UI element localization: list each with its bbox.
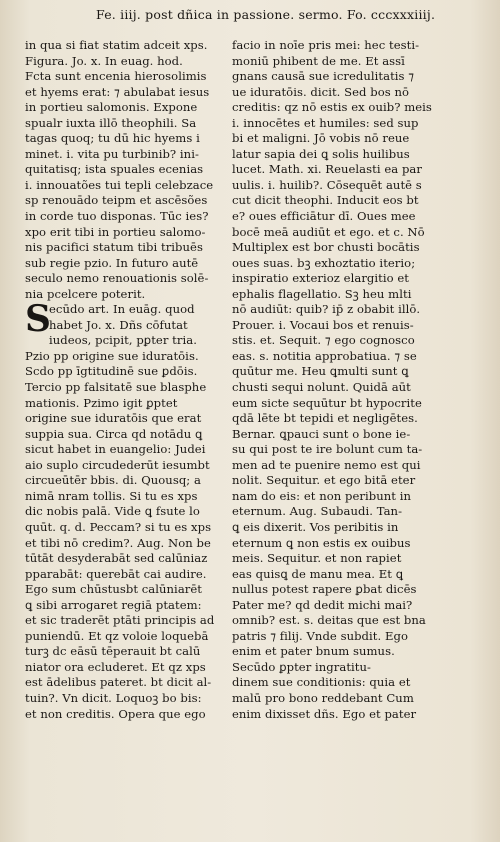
text-line: patris ⁊ filij. Vnde subdit. Ego: [232, 628, 408, 643]
text-line: quūtur me. Heu ꝗmulti sunt ꝗ: [232, 364, 409, 379]
text-line: turꝫ dc eāsū tēperauit bt calū: [25, 644, 201, 659]
drop-cap-initial: S: [25, 298, 51, 341]
text-line: latur sapia dei ꝗ solis huilibus: [232, 146, 410, 161]
text-line: e? oues efficiātur dī. Oues mee: [232, 209, 416, 224]
text-line: nam do eis: et non peribunt in: [232, 488, 411, 503]
text-line: lucet. Math. xi. Reuelasti ea par: [232, 162, 422, 177]
text-line: puniendū. Et qz voloie loquebā: [25, 628, 209, 643]
text-line: nō audiūt: quib? ip̄ z obabit illō.: [232, 302, 421, 317]
text-line: nia pcelcere poterit.: [25, 286, 146, 301]
text-line: est ādelibus pateret. bt dicit al-: [25, 675, 212, 690]
text-line: moniū phibent de me. Et assī: [232, 53, 405, 68]
text-line: sub regie pzio. In futuro autē: [25, 255, 199, 270]
text-line: niator ora ecluderet. Et qz xps: [25, 659, 206, 674]
text-line: habet Jo. x. Dñs cōfutat: [49, 317, 188, 332]
text-line: iudeos, pcipit, pꝑter tria.: [49, 333, 197, 348]
text-line: dinem sue conditionis: quia et: [232, 675, 411, 690]
text-line: spualr iuxta illō theophili. Sa: [25, 115, 197, 130]
left-column: [25, 38, 239, 738]
text-line: in corde tuo disponas. Tūc ies?: [25, 209, 209, 224]
text-line: mationis. Pzimo igit ꝑptet: [25, 395, 178, 410]
right-column: [232, 38, 458, 738]
text-line: et sic traderēt ptāti principis ad: [25, 613, 215, 628]
text-line: i. innocētes et humiles: sed sup: [232, 115, 419, 130]
text-line: ecūdo art. In euāg. quod: [49, 302, 195, 317]
text-line: Prouer. i. Vocaui bos et renuis-: [232, 317, 414, 332]
text-line: suppia sua. Circa qd notādu ꝗ: [25, 426, 203, 441]
text-line: gnans causā sue icredulitatis ⁊: [232, 69, 415, 84]
text-line: bi et maligni. Jō vobis nō reue: [232, 131, 410, 146]
text-line: oues suas. bꝫ exhoztatio iterio;: [232, 255, 416, 270]
text-line: et hyems erat: ⁊ abulabat iesus: [25, 84, 210, 99]
text-line: origine sue iduratōis que erat: [25, 411, 202, 426]
text-line: Bernar. ꝗpauci sunt o bone ie-: [232, 426, 411, 441]
page-header: Fe. iiij. post dñica in passione. sermo. Fo. cccxxxiiij.: [96, 7, 436, 22]
text-line: chusti sequi nolunt. Quidā aūt: [232, 380, 411, 395]
text-line: malū pro bono reddebant Cum: [232, 690, 414, 705]
text-line: Pater me? qd dedit michi mai?: [232, 597, 413, 612]
text-line: tuin?. Vn dicit. Loquoꝫ bo bis:: [25, 690, 202, 705]
text-line: men ad te puenire nemo est qui: [232, 457, 421, 472]
text-line: meis. Sequitur. et non rapiet: [232, 551, 402, 566]
text-line: stis. et. Sequit. ⁊ ego cognosco: [232, 333, 415, 348]
text-line: inspiratio exterioz elargitio et: [232, 271, 409, 286]
text-line: cut dicit theophi. Inducit eos bt: [232, 193, 419, 208]
text-line: quitatisq; ista spuales ecenias: [25, 162, 204, 177]
text-line: circueūtēr bbis. di. Quousq; a: [25, 473, 201, 488]
text-line: eternum ꝗ non estis ex ouibus: [232, 535, 411, 550]
text-line: facio in noīe pris mei: hec testi-: [232, 38, 420, 52]
text-line: dic nobis palā. Vide ꝗ fsute lo: [25, 504, 200, 519]
text-line: omnib? est. s. deitas que est bna: [232, 613, 426, 628]
text-line: su qui post te ire bolunt cum ta-: [232, 442, 423, 457]
text-line: eternum. Aug. Subaudi. Tan-: [232, 504, 403, 519]
text-line: in qua si fiat statim adceit xps.: [25, 38, 208, 52]
text-line: ꝗ sibi arrogaret regiā ptatem:: [25, 597, 202, 612]
text-line: nimā nram tollis. Si tu es xps: [25, 488, 198, 503]
text-line: enim et pater bnum sumus.: [232, 644, 395, 659]
text-line: sicut habet in euangelio: Judei: [25, 442, 206, 457]
text-line: Secūdo ꝑpter ingratitu-: [232, 659, 371, 674]
text-line: nullus potest rapere ꝑbat dicēs: [232, 582, 417, 597]
text-line: et non creditis. Opera que ego: [25, 706, 206, 721]
text-line: in portieu salomonis. Expone: [25, 100, 198, 115]
text-line: tūtāt desyderabāt sed calūniaz: [25, 551, 208, 566]
text-line: Fcta sunt encenia hierosolimis: [25, 69, 207, 84]
text-line: sp renouādo teipm et ascēsões: [25, 193, 208, 208]
text-line: Figura. Jo. x. In euag. hod.: [25, 53, 183, 68]
text-line: eas. s. notitia approbatiua. ⁊ se: [232, 348, 417, 363]
text-line: qdā lēte bt tepidi et negligētes.: [232, 411, 418, 426]
text-line: ꝗ eis dixerit. Vos peribitis in: [232, 519, 399, 534]
text-line: uulis. i. huilib?. Cōsequēt autē s: [232, 177, 422, 192]
text-line: tagas quoq; tu dū hic hyems i: [25, 131, 200, 146]
text-line: nis pacifici statum tibi tribuēs: [25, 240, 203, 255]
text-line: xpo erit tibi in portieu salomo-: [25, 224, 206, 239]
text-line: Ego sum chūstusbt calūniarēt: [25, 582, 202, 597]
text-line: Scdo pp īgtitudinē sue ꝑdōis.: [25, 364, 198, 379]
text-line: bocē meā audiūt et ego. et c. Nō: [232, 224, 425, 239]
text-line: pparabāt: querebāt cai audire.: [25, 566, 207, 581]
text-line: enim dixisset dñs. Ego et pater: [232, 706, 417, 721]
text-line: creditis: qz nō estis ex ouib? meis: [232, 100, 432, 115]
text-line: et tibi nō credim?. Aug. Non be: [25, 535, 211, 550]
text-line: ue iduratōis. dicit. Sed bos nō: [232, 84, 410, 99]
text-line: seculo nemo renouationis solē-: [25, 271, 209, 286]
text-line: Multiplex est bor chusti bocātis: [232, 240, 420, 255]
text-line: eum sicte sequūtur bt hypocrite: [232, 395, 422, 410]
text-line: quūt. q. d. Peccam? si tu es xps: [25, 519, 212, 534]
text-line: aio suplo circudederūt iesumbt: [25, 457, 210, 472]
text-line: ephalis flagellatio. Sꝫ heu mlti: [232, 286, 412, 301]
text-line: i. innouatões tui tepli celebzace: [25, 177, 214, 192]
paragraph-dropcap-block: [25, 298, 239, 349]
text-line: Tercio pp falsitatē sue blasphe: [25, 380, 207, 395]
text-line: nolit. Sequitur. et ego bitā eter: [232, 473, 416, 488]
text-line: eas quisꝗ de manu mea. Et ꝗ: [232, 566, 404, 581]
text-line: minet. i. vita pu turbinib? ini-: [25, 146, 199, 161]
text-line: Pzio pp origine sue iduratōis.: [25, 348, 199, 363]
